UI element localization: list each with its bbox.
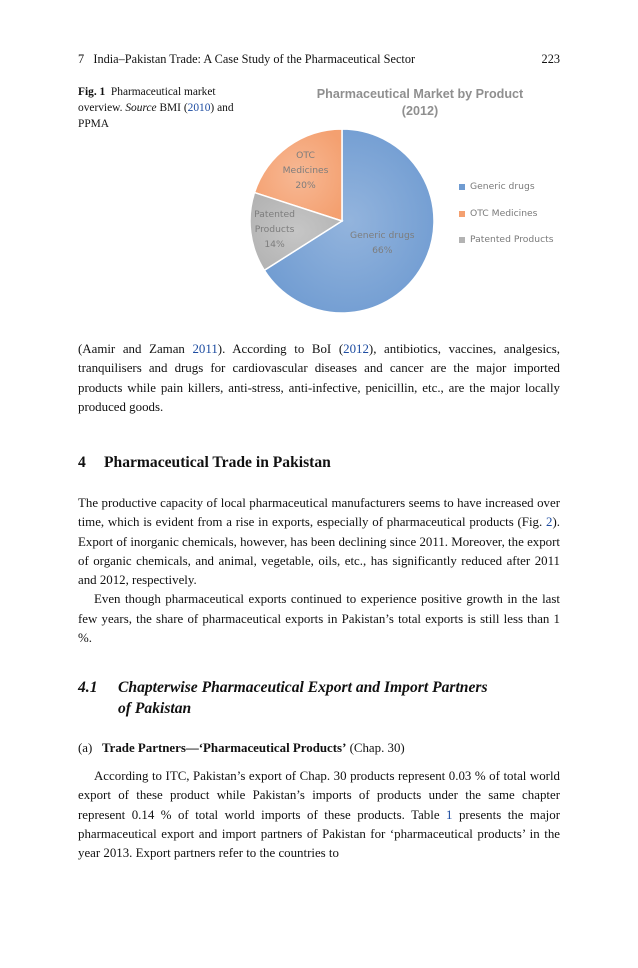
paragraph-1: (Aamir and Zaman 2011). According to BoI (2012), antibiotics, vaccines, analgesics, tranquilisers and drugs for cardiovascular diseases and cancer are the major imported products while pain killers, anti-stress, anti-infective, penicillin, etc., are the major locally produced goods. — [78, 342, 561, 414]
figure-caption — [78, 84, 238, 132]
chart-title-line: Pharmaceutical Market by Product — [316, 87, 524, 101]
slice-label-line: Products — [254, 224, 295, 236]
caption-source-name: BMI — [159, 102, 181, 114]
slice-label-line: 20% — [295, 180, 316, 192]
slice-label-line: Patented — [254, 209, 295, 221]
pie-chart — [246, 78, 576, 318]
running-header — [78, 52, 560, 70]
legend-swatch — [459, 211, 465, 217]
legend-swatch — [459, 237, 465, 243]
section-heading — [78, 454, 331, 472]
citation-link[interactable]: 2011 — [192, 342, 218, 356]
subsection-title: Chapterwise Pharmaceutical Export and Import Partners of Pakistan — [118, 679, 488, 717]
paragraph-4: According to ITC, Pakistan’s export of Chap. 30 products represent 0.03 % of total world export of these product while Pakistan’s imports of products under the same chapter represent 0.14 % of total world imports of these products. Table 1 presents the major pharmaceutical export and import partners of Pakistan for ‘pharmaceutical products’ in the year 2013. Export partners refer to the countries to — [78, 769, 560, 861]
legend-label: Generic drugs — [470, 181, 535, 192]
slice-label-line: OTC — [296, 150, 315, 162]
caption-text: Pharmaceutical market overview. — [78, 86, 216, 114]
slice-label-line: 66% — [372, 245, 393, 257]
section-number: 4 — [78, 454, 86, 471]
legend-label: OTC Medicines — [470, 207, 538, 219]
slice-label-generic-drugs — [337, 228, 427, 258]
section-title: Pharmaceutical Trade in Pakistan — [104, 454, 331, 471]
list-marker: (a) — [78, 741, 93, 755]
slice-label-line: Medicines — [282, 165, 329, 177]
caption-source-word: Source — [125, 102, 157, 114]
slice-label-line: 14% — [264, 239, 285, 251]
list-item — [78, 741, 405, 756]
list-item-rest: (Chap. 30) — [346, 741, 405, 755]
table-link[interactable]: 1 — [446, 807, 453, 822]
subsection-number: 4.1 — [78, 679, 98, 696]
list-item-title: Trade Partners—‘Pharmaceutical Products’ — [101, 741, 347, 755]
legend-swatch — [459, 184, 465, 190]
paragraph-3: Even though pharmaceutical exports continued to experience positive growth in the last few years, the share of pharmaceutical exports in Pakistan’s total exports is still less than 1 %. — [78, 592, 560, 646]
slice-label-otc-medicines — [261, 148, 351, 193]
legend-label: Patented Products — [470, 234, 554, 245]
chart-title — [246, 86, 594, 120]
slice-label-line: Generic drugs — [349, 230, 415, 242]
caption-text-end: and PPMA — [78, 102, 234, 130]
caption-citation-year[interactable]: 2010 — [187, 102, 211, 114]
citation-link[interactable]: 2012 — [343, 342, 369, 356]
slice-label-patented-products — [230, 207, 320, 252]
running-title: 7 India–Pakistan Trade: A Case Study of the Pharmaceutical Sector — [78, 52, 416, 66]
figure-label: Fig. 1 — [78, 86, 106, 98]
caption-link[interactable]: (2010) — [183, 102, 215, 114]
chart-title-line: (2012) — [401, 104, 439, 118]
page-number: 223 — [541, 52, 560, 66]
figure-link[interactable]: 2 — [546, 515, 553, 530]
paragraph-2: The productive capacity of local pharmaceutical manufacturers seems to have increased over time, which is evident from a rise in exports, especially of pharmaceutical products (Fig. 2). Export of inorganic chemicals, however, has been declining since 2011. Moreover, the export of organic chemicals, and animal, vegetable, oils, etc., has significantly reduced after 2011 and 2012, respectively. Even though pharmaceutical exports continued to experience positive growth in the last few years, the share of pharmaceutical exports in Pakistan’s total exports is still less than 1 %. — [78, 494, 560, 648]
